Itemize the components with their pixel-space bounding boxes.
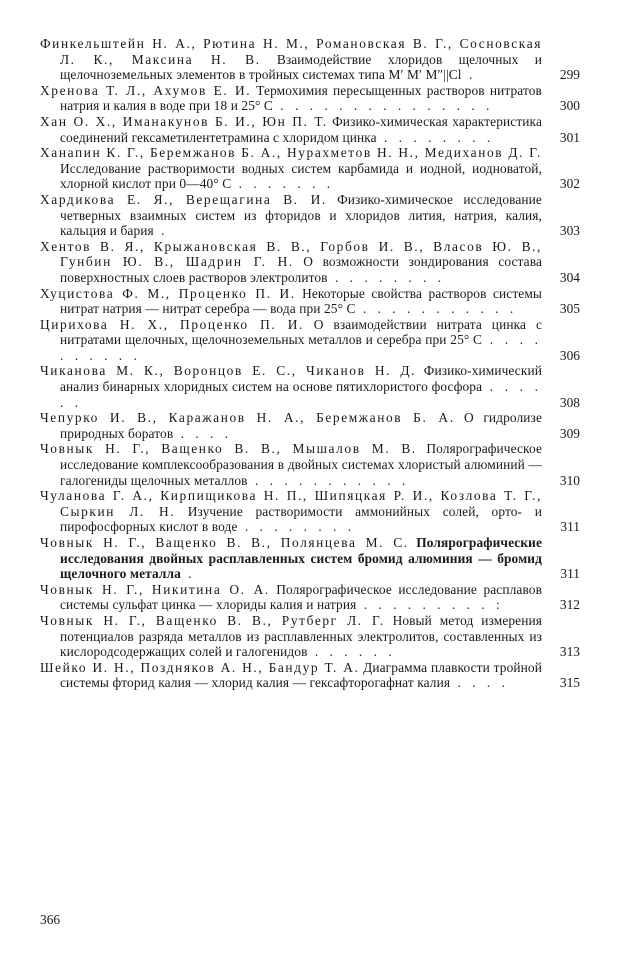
list-item: Човнык Н. Г., Ващенко В. В., Полянцева М. С. Полярографические исследования двойных расплавленных систем бромид алюминия — бромид щелочного металла . 311 [40, 535, 580, 582]
entry-title: Полярографическое исследование комплексообразования в двойных системах хлористый алюминий — галогениды щелочных металлов [60, 441, 542, 488]
entry-title: Диаграмма плавкости тройной системы фторид калия — хлорид калия — гексафторогафнат калия [60, 659, 542, 691]
list-item: Хренова Т. Л., Ахумов Е. И. Термохимия пересыщенных растворов нитратов натрия и калия в воде при 18 и 25° C . . . . . . . . . . . . . . . 300 [40, 82, 580, 114]
entry-title: Полярографические исследования двойных расплавленных систем бромид алюминия — бромид щелочного металла [60, 535, 542, 582]
list-item: Чепурко И. В., Каражанов Н. А., Беремжанов Б. А. О гидролизе природных боратов . . . . 309 [40, 410, 580, 441]
entry-authors: Човнык Н. Г., Ващенко В. В., Мышалов М. В. [40, 441, 417, 457]
entry-page: 311 [560, 519, 580, 535]
entry-title: Физико-химическое исследование четверных взаимных систем из фторидов и хлоридов лития, натрия, калия, кальция и бария [60, 191, 542, 239]
entry-page: 302 [559, 176, 580, 192]
page-number: 366 [40, 912, 61, 927]
entry-title: О взаимодействии нитрата цинка с нитратами щелочных, щелочноземельных металлов и серебра при 25° C [60, 316, 542, 348]
entry-authors: Човнык Н. Г., Ващенко В. В., Полянцева М. С. [40, 535, 409, 550]
entry-page: 300 [559, 98, 580, 114]
entry-page: 308 [559, 394, 580, 410]
entry-authors: Чепурко И. В., Каражанов Н. А., Беремжанов Б. А. [40, 410, 455, 426]
list-item: Цирихова Н. Х., Проценко П. И. О взаимодействии нитрата цинка с нитратами щелочных, щелочноземельных металлов и серебра при 25° C . . . . . . . . . . 306 [40, 316, 580, 363]
entry-page: 313 [559, 644, 580, 660]
entry-authors: Ханапин К. Г., Беремжанов Б. А., Нурахметов Н. Н., Медиханов Д. Г. [40, 145, 542, 161]
entry-authors: Човнык Н. Г., Ващенко В. В., Рутберг Л. Г. [40, 612, 385, 628]
list-item: Чиканова М. К., Воронцов Е. С., Чиканов Н. Д. Физико-химический анализ бинарных хлоридных систем на основе пятихлористого фосфора . . . . . . 308 [40, 363, 580, 410]
list-item: Чуланова Г. А., Кирпищикова Н. П., Шипяцкая Р. И., Козлова Т. Г., Сыркин Л. Н. Изучение растворимости аммонийных солей, орто- и пирофосфорных кислот в воде . . . . . . . . 311 [40, 488, 580, 535]
entry-page: 311 [560, 566, 580, 582]
entry-page: 306 [559, 347, 580, 363]
entry-authors: Хентов В. Я., Крыжановская В. В., Горбов И. В., Власов Ю. В., Гунбин Ю. В., Шадрин Г. Н. [40, 238, 542, 270]
entry-authors: Хренова Т. Л., Ахумов Е. И. [40, 82, 252, 98]
entry-page: 315 [559, 675, 580, 691]
entry-authors: Хуцистова Ф. М., Проценко П. И. [40, 285, 296, 301]
entry-page: 304 [559, 269, 580, 285]
entry-title: Исследование растворимости водных систем карбамида и иодной, иодноватой, хлорной кислот при 0—40° C [60, 160, 542, 192]
entry-authors: Хан О. Х., Иманакунов Б. И., Юн П. Т. [40, 113, 328, 129]
list-item: Хуцистова Ф. М., Проценко П. И. Некоторые свойства растворов системы нитрат натрия — нитрат серебра — вода при 25° C . . . . . . . . . . . 305 [40, 285, 580, 317]
list-item: Човнык Н. Г., Никитина О. А. Полярографическое исследование расплавов системы сульфат цинка — хлориды калия и натрия . . . . . . . . . : 312 [40, 581, 580, 613]
entry-page: 303 [559, 223, 580, 239]
entry-title: Некоторые свойства растворов системы нитрат натрия — нитрат серебра — вода при 25° C [60, 285, 542, 317]
list-item: Хардикова Е. Я., Верещагина В. И. Физико-химическое исследование четверных взаимных систем из фторидов и хлоридов лития, натрия, калия, кальция и бария . 303 [40, 191, 580, 239]
list-item: Човнык Н. Г., Ващенко В. В., Мышалов М. В. Полярографическое исследование комплексообразования в двойных системах хлористый алюминий — галогениды щелочных металлов . . . . . . . . . . . 310 [40, 441, 580, 488]
entry-authors: Шейко И. Н., Поздняков А. Н., Бандур Т. А. [40, 659, 360, 675]
table-of-contents [40, 36, 580, 691]
list-item: Финкельштейн Н. А., Рютина Н. М., Романовская В. Г., Сосновская Л. К., Максина Н. В. Взаимодействие хлоридов щелочных и щелочноземельных элементов в тройных системах типа M′ M′ M″||Cl . 299 [40, 36, 580, 83]
list-item: Човнык Н. Г., Ващенко В. В., Рутберг Л. Г. Новый метод измерения потенциалов разряда металлов из расплавленных электролитов, составленных из кислородсодержащих солей и галогенидов . . . . . . 313 [40, 612, 580, 660]
entry-page: 305 [559, 301, 580, 317]
entry-title: О возможности зондирования состава поверхностных слоев растворов электролитов [60, 254, 542, 285]
entry-authors: Чуланова Г. А., Кирпищикова Н. П., Шипяцкая Р. И., Козлова Т. Г., Сыркин Л. Н. [40, 488, 542, 519]
entry-title: Изучение растворимости аммонийных солей, орто- и пирофосфорных кислот в воде [60, 503, 542, 535]
list-item: Ханапин К. Г., Беремжанов Б. А., Нурахметов Н. Н., Медиханов Д. Г. Исследование растворимости водных систем карбамида и иодной, иодноватой, хлорной кислот при 0—40° C . . . . . . . 302 [40, 145, 580, 192]
entry-page: 312 [559, 597, 580, 613]
entry-page: 299 [559, 67, 580, 83]
entry-title: Новый метод измерения потенциалов разряда металлов из расплавленных электролитов, составленных из кислородсодержащих солей и галогенидов [60, 612, 542, 660]
entry-authors: Цирихова Н. Х., Проценко П. И. [40, 316, 304, 332]
entry-authors: Финкельштейн Н. А., Рютина Н. М., Романовская В. Г., Сосновская Л. К., Максина Н. В. [40, 36, 542, 67]
list-item: Хан О. Х., Иманакунов Б. И., Юн П. Т. Физико-химическая характеристика соединений гексаметилентетрамина с хлоридом цинка . . . . . . . . 301 [40, 113, 580, 145]
entry-title: Полярографическое исследование расплавов системы сульфат цинка — хлориды калия и натрия [60, 581, 542, 613]
entry-title: Физико-химическая характеристика соединений гексаметилентетрамина с хлоридом цинка [60, 113, 542, 145]
entry-title: Физико-химический анализ бинарных хлоридных систем на основе пятихлористого фосфора [60, 363, 542, 395]
entry-title: Термохимия пересыщенных растворов нитратов натрия и калия в воде при 18 и 25° C [60, 82, 542, 114]
entry-authors: Чиканова М. К., Воронцов Е. С., Чиканов Н. Д. [40, 363, 417, 379]
entry-page: 310 [559, 472, 580, 488]
entry-authors: Човнык Н. Г., Никитина О. А. [40, 581, 270, 597]
entry-title: О гидролизе природных боратов [60, 410, 542, 441]
entry-authors: Хардикова Е. Я., Верещагина В. И. [40, 191, 327, 207]
entry-title: Взаимодействие хлоридов щелочных и щелочноземельных элементов в тройных системах типа M′ M′ M″||Cl [60, 51, 542, 83]
list-item: Хентов В. Я., Крыжановская В. В., Горбов И. В., Власов Ю. В., Гунбин Ю. В., Шадрин Г. Н. О возможности зондирования состава поверхностных слоев растворов электролитов . . . . . . . . 304 [40, 238, 580, 285]
list-item: Шейко И. Н., Поздняков А. Н., Бандур Т. А. Диаграмма плавкости тройной системы фторид калия — хлорид калия — гексафторогафнат калия . . . . 315 [40, 659, 580, 691]
entry-page: 309 [559, 425, 580, 441]
entry-page: 301 [559, 129, 580, 145]
